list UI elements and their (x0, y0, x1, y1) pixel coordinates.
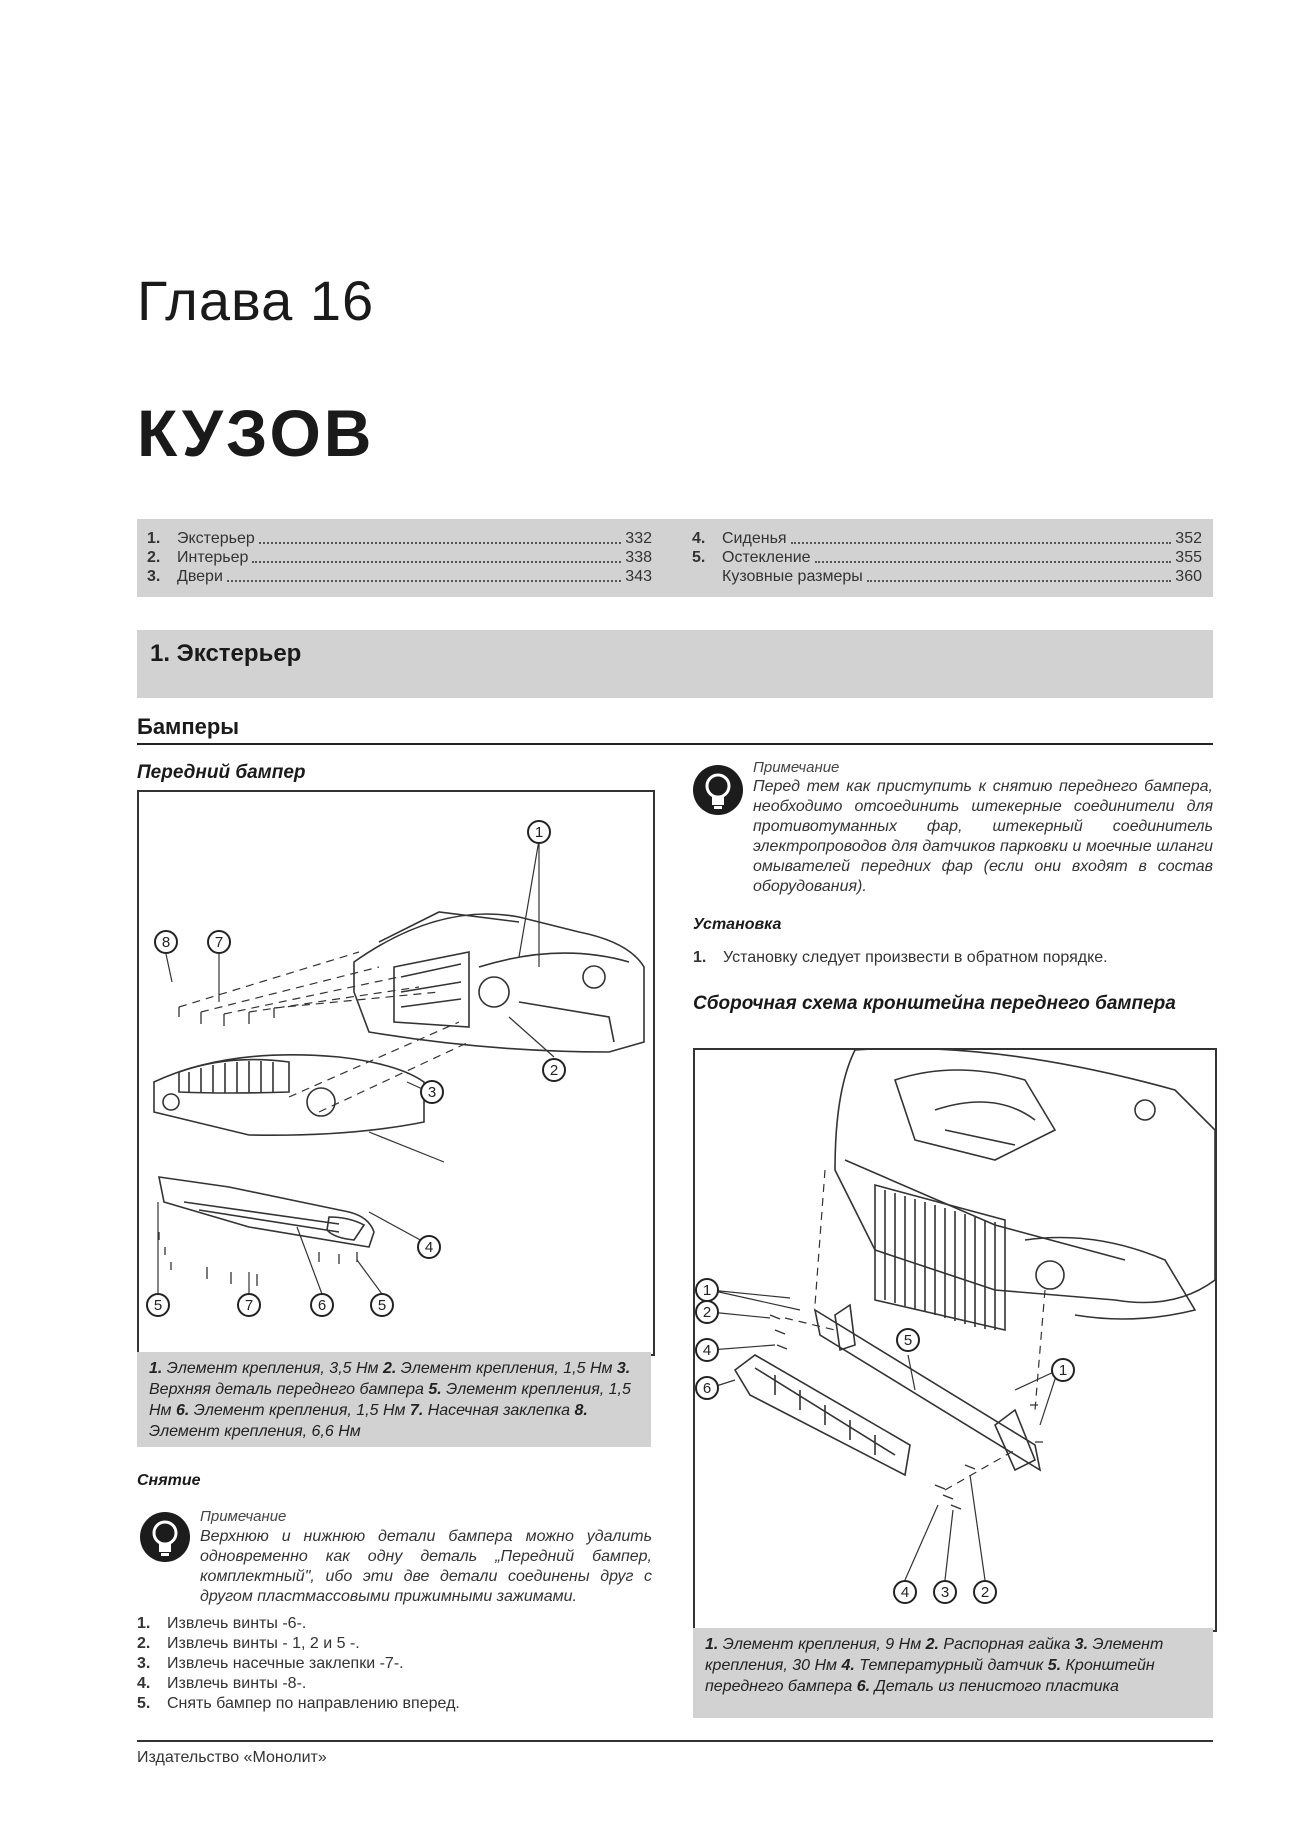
toc-item-number: 2. (147, 549, 161, 566)
toc-item-page: 332 (625, 530, 652, 547)
toc-item-number: 4. (692, 530, 706, 547)
callout-badge (696, 1279, 718, 1301)
bracket-heading: Сборочная схема кронштейна переднего бампера (693, 993, 1176, 1014)
svg-text:5: 5 (903, 1332, 913, 1349)
publisher: Издательство «Монолит» (137, 1749, 327, 1766)
toc-item-page: 343 (625, 568, 652, 585)
toc-item-number: 1. (147, 530, 161, 547)
toc-item-number: 5. (692, 549, 706, 566)
step-item: 1. Установку следует произвести в обратном порядке. (693, 949, 1108, 966)
callout-badge (418, 1236, 440, 1258)
note-icon (693, 765, 743, 815)
bracket-illustration (695, 1050, 1215, 1630)
step-item: 4. Извлечь винты -8-. (137, 1675, 307, 1692)
section-title: 1. Экстерьер (150, 640, 302, 667)
toc-item[interactable] (147, 567, 652, 586)
callout-badge (696, 1377, 718, 1399)
toc-item-page: 352 (1175, 530, 1202, 547)
callout-badge (208, 931, 230, 953)
callout-badge (974, 1581, 996, 1603)
svg-text:4: 4 (900, 1584, 910, 1601)
toc-item-label: Сиденья (722, 530, 787, 547)
toc-item-page: 360 (1175, 568, 1202, 585)
fig2-caption: 1. Элемент крепления, 9 Нм 2. Распорная гайка 3. Элемент крепления, 30 Нм 4. Температурный датчик 5. Кронштейн переднего бампера 6. Деталь из пенистого пластика (693, 1628, 1213, 1718)
toc-item[interactable] (147, 529, 652, 548)
step-item: 3. Извлечь насечные заклепки -7-. (137, 1655, 404, 1672)
svg-text:5: 5 (377, 1297, 387, 1314)
step-item: 2. Извлечь винты - 1, 2 и 5 -. (137, 1635, 360, 1652)
chapter-title: КУЗОВ (137, 396, 375, 470)
svg-text:8: 8 (161, 934, 171, 951)
toc-item[interactable] (692, 529, 1202, 548)
callout-badge (894, 1581, 916, 1603)
callout-badge (421, 1081, 443, 1103)
toc-leader (252, 561, 621, 563)
toc-item-page: 355 (1175, 549, 1202, 566)
step-item: 5. Снять бампер по направлению вперед. (137, 1695, 460, 1712)
svg-text:3: 3 (427, 1084, 437, 1101)
svg-text:4: 4 (424, 1239, 434, 1256)
svg-text:1: 1 (534, 824, 544, 841)
callout-badge (528, 821, 550, 843)
svg-text:4: 4 (702, 1342, 712, 1359)
fig1-caption: 1. Элемент крепления, 3,5 Нм 2. Элемент крепления, 1,5 Нм 3. Верхняя деталь переднего бампера 5. Элемент крепления, 1,5 Нм 6. Элемент крепления, 1,5 Нм 7. Насечная заклепка 8. Элемент крепления, 6,6 Нм (137, 1352, 651, 1447)
toc-leader (815, 561, 1172, 563)
svg-text:2: 2 (549, 1062, 559, 1079)
toc-leader (867, 580, 1171, 582)
chapter-label: Глава 16 (137, 269, 375, 332)
front-bumper-heading: Передний бампер (137, 762, 306, 783)
toc-item[interactable] (692, 567, 1202, 586)
svg-text:7: 7 (244, 1297, 254, 1314)
footer-divider (137, 1740, 1213, 1742)
note-text: Перед тем как приступить к снятию переднего бампера, необходимо отсоединить штекерные соединители для противотуманных фар, штекерный соединитель электропроводов для датчиков парковки и моечные шланги омывателей передних фар (если они входят в состав оборудования). (753, 778, 1213, 895)
svg-text:1: 1 (702, 1282, 712, 1299)
toc-leader (227, 580, 621, 582)
toc-leader (259, 542, 622, 544)
callout-badge (934, 1581, 956, 1603)
callout-badge (696, 1301, 718, 1323)
bracket-assembly-diagram (693, 1048, 1217, 1632)
table-of-contents (137, 519, 1213, 597)
fig2-callouts (696, 1279, 1074, 1603)
toc-leader (791, 542, 1172, 544)
toc-item-label: Двери (177, 568, 223, 585)
callout-badge (543, 1059, 565, 1081)
callout-badge (147, 1294, 169, 1316)
note-text: Верхнюю и нижнюю детали бампера можно удалить одновременно как одну деталь „Передний бампер, комплектный", ибо эти две детали соединены друг с другом пластмассовыми прижимными зажимами. (200, 1528, 652, 1605)
svg-text:5: 5 (153, 1297, 163, 1314)
callout-badge (696, 1339, 718, 1361)
front-bumper-illustration (139, 792, 653, 1354)
note-icon (140, 1512, 190, 1562)
callout-badge (311, 1294, 333, 1316)
front-bumper-exploded-diagram (137, 790, 655, 1356)
step-item: 1. Извлечь винты -6-. (137, 1615, 307, 1632)
callout-badge (1052, 1359, 1074, 1381)
bumpers-heading: Бамперы (137, 714, 240, 739)
svg-text:2: 2 (980, 1584, 990, 1601)
toc-item-label: Остекление (722, 549, 811, 566)
toc-item-label: Экстерьер (177, 530, 255, 547)
toc-item-label: Интерьер (177, 549, 249, 566)
svg-text:3: 3 (940, 1584, 950, 1601)
note-title: Примечание (753, 759, 840, 776)
svg-text:7: 7 (214, 934, 224, 951)
callout-badge (371, 1294, 393, 1316)
removal-heading: Снятие (137, 1472, 201, 1489)
toc-item-label: Кузовные размеры (722, 568, 863, 585)
svg-text:1: 1 (1058, 1362, 1068, 1379)
toc-item-number: 3. (147, 568, 161, 585)
callout-badge (238, 1294, 260, 1316)
fig1-callouts (147, 821, 565, 1316)
svg-text:6: 6 (317, 1297, 327, 1314)
callout-badge (155, 931, 177, 953)
installation-heading: Установка (693, 916, 782, 933)
toc-item[interactable] (147, 548, 652, 567)
toc-item[interactable] (692, 548, 1202, 567)
heading-divider (137, 743, 1213, 745)
svg-text:2: 2 (702, 1304, 712, 1321)
svg-text:6: 6 (702, 1380, 712, 1397)
note-title: Примечание (200, 1508, 287, 1525)
callout-badge (897, 1329, 919, 1351)
toc-item-page: 338 (625, 549, 652, 566)
